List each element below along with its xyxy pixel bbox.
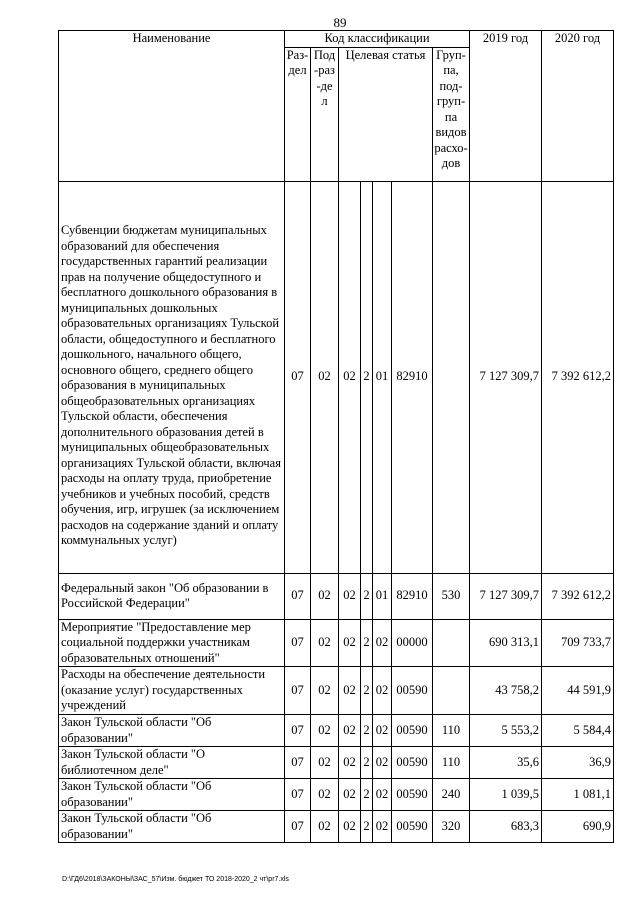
row-2020: 709 733,7 bbox=[542, 619, 614, 667]
table-row bbox=[59, 811, 614, 843]
row-section: 07 bbox=[285, 779, 311, 811]
row-section: 07 bbox=[285, 747, 311, 779]
row-target-1: 02 bbox=[339, 811, 361, 843]
row-target-1: 02 bbox=[339, 573, 361, 619]
row-target-2: 2 bbox=[361, 573, 373, 619]
row-name: Закон Тульской области "О библиотечном деле" bbox=[59, 747, 285, 779]
row-name: Закон Тульской области "Об образовании" bbox=[59, 715, 285, 747]
row-subsection: 02 bbox=[311, 747, 339, 779]
row-target-1: 02 bbox=[339, 747, 361, 779]
page-number: 89 bbox=[333, 15, 347, 30]
row-target-4: 00000 bbox=[392, 619, 433, 667]
row-2020: 690,9 bbox=[542, 811, 614, 843]
header-year-2019: 2019 год bbox=[470, 31, 542, 182]
row-subsection: 02 bbox=[311, 667, 339, 715]
row-2019: 43 758,2 bbox=[470, 667, 542, 715]
row-target-2: 2 bbox=[361, 779, 373, 811]
row-target-4: 82910 bbox=[392, 181, 433, 573]
row-target-4: 00590 bbox=[392, 747, 433, 779]
row-target-1: 02 bbox=[339, 619, 361, 667]
header-subsection: Под-раз-дел bbox=[311, 47, 339, 181]
row-group bbox=[433, 181, 470, 573]
row-2019: 1 039,5 bbox=[470, 779, 542, 811]
row-name: Закон Тульской области "Об образовании" bbox=[59, 811, 285, 843]
row-section: 07 bbox=[285, 181, 311, 573]
row-2020: 1 081,1 bbox=[542, 779, 614, 811]
table-row bbox=[59, 779, 614, 811]
row-group bbox=[433, 667, 470, 715]
row-section: 07 bbox=[285, 715, 311, 747]
header-year-2020: 2020 год bbox=[542, 31, 614, 182]
row-name: Закон Тульской области "Об образовании" bbox=[59, 779, 285, 811]
row-2020: 7 392 612,2 bbox=[542, 573, 614, 619]
row-subsection: 02 bbox=[311, 811, 339, 843]
row-group: 240 bbox=[433, 779, 470, 811]
row-2020: 44 591,9 bbox=[542, 667, 614, 715]
row-section: 07 bbox=[285, 573, 311, 619]
row-target-4: 82910 bbox=[392, 573, 433, 619]
row-group: 530 bbox=[433, 573, 470, 619]
row-subsection: 02 bbox=[311, 619, 339, 667]
row-target-3: 02 bbox=[373, 715, 392, 747]
row-target-1: 02 bbox=[339, 667, 361, 715]
row-target-3: 02 bbox=[373, 619, 392, 667]
row-group: 320 bbox=[433, 811, 470, 843]
row-target-3: 02 bbox=[373, 779, 392, 811]
row-target-4: 00590 bbox=[392, 811, 433, 843]
row-2020: 5 584,4 bbox=[542, 715, 614, 747]
row-group bbox=[433, 619, 470, 667]
row-2019: 7 127 309,7 bbox=[470, 573, 542, 619]
row-target-2: 2 bbox=[361, 667, 373, 715]
row-2020: 7 392 612,2 bbox=[542, 181, 614, 573]
row-group: 110 bbox=[433, 715, 470, 747]
row-section: 07 bbox=[285, 811, 311, 843]
row-2019: 5 553,2 bbox=[470, 715, 542, 747]
row-target-1: 02 bbox=[339, 181, 361, 573]
row-name: Расходы на обеспечение деятельности (оказание услуг) государственных учреждений bbox=[59, 667, 285, 715]
row-target-2: 2 bbox=[361, 619, 373, 667]
row-target-3: 02 bbox=[373, 811, 392, 843]
row-target-1: 02 bbox=[339, 779, 361, 811]
row-target-4: 00590 bbox=[392, 715, 433, 747]
row-subsection: 02 bbox=[311, 779, 339, 811]
header-row-1 bbox=[59, 31, 614, 48]
row-2019: 35,6 bbox=[470, 747, 542, 779]
header-classification: Код классификации bbox=[285, 31, 470, 48]
row-name: Мероприятие "Предоставление мер социальной поддержки участникам образовательных отношений" bbox=[59, 619, 285, 667]
row-name: Субвенции бюджетам муниципальных образований для обеспечения государственных гарантий реализации прав на получение общедоступного и бесплатного дошкольного образования в муниципальных дошкольных образовательных организациях Тульской области, общедоступного и бесплатного дошкольного, начального общего, основного общего, среднего общего образования в муниципальных общеобразовательных организациях Тульской области, обеспечения дополнительного образования детей в муниципальных общеобразовательных организациях Тульской области, включая расходы на оплату труда, приобретение учебников и учебных пособий, средств обучения, игр, игрушек (за исключением расходов на содержание зданий и оплату коммунальных услуг) bbox=[59, 181, 285, 573]
table-row bbox=[59, 667, 614, 715]
table-row bbox=[59, 747, 614, 779]
table-row bbox=[59, 181, 614, 573]
row-subsection: 02 bbox=[311, 181, 339, 573]
row-target-3: 01 bbox=[373, 573, 392, 619]
row-group: 110 bbox=[433, 747, 470, 779]
header-section: Раз-дел bbox=[285, 47, 311, 181]
row-2019: 690 313,1 bbox=[470, 619, 542, 667]
row-target-3: 02 bbox=[373, 667, 392, 715]
header-target-article: Целевая статья bbox=[339, 47, 433, 181]
row-section: 07 bbox=[285, 619, 311, 667]
row-target-3: 01 bbox=[373, 181, 392, 573]
row-2019: 7 127 309,7 bbox=[470, 181, 542, 573]
table-row bbox=[59, 573, 614, 619]
header-expense-group: Груп-па, под-груп-па видов расхо-дов bbox=[433, 47, 470, 181]
row-target-2: 2 bbox=[361, 811, 373, 843]
table-row bbox=[59, 619, 614, 667]
header-name: Наименование bbox=[59, 31, 285, 182]
row-section: 07 bbox=[285, 667, 311, 715]
row-2020: 36,9 bbox=[542, 747, 614, 779]
row-target-2: 2 bbox=[361, 715, 373, 747]
row-2019: 683,3 bbox=[470, 811, 542, 843]
row-name: Федеральный закон "Об образовании в Российской Федерации" bbox=[59, 573, 285, 619]
row-subsection: 02 bbox=[311, 573, 339, 619]
row-target-2: 2 bbox=[361, 181, 373, 573]
budget-table bbox=[58, 30, 614, 843]
row-target-4: 00590 bbox=[392, 667, 433, 715]
row-target-1: 02 bbox=[339, 715, 361, 747]
footer-file-path: D:\ГД6\2018\ЗАКОНЫ\ЗАС_57\Изм. бюджет ТО 2018-2020_2 чт\pr7.xls bbox=[62, 876, 289, 883]
row-target-4: 00590 bbox=[392, 779, 433, 811]
row-target-3: 02 bbox=[373, 747, 392, 779]
table-row bbox=[59, 715, 614, 747]
row-subsection: 02 bbox=[311, 715, 339, 747]
row-target-2: 2 bbox=[361, 747, 373, 779]
